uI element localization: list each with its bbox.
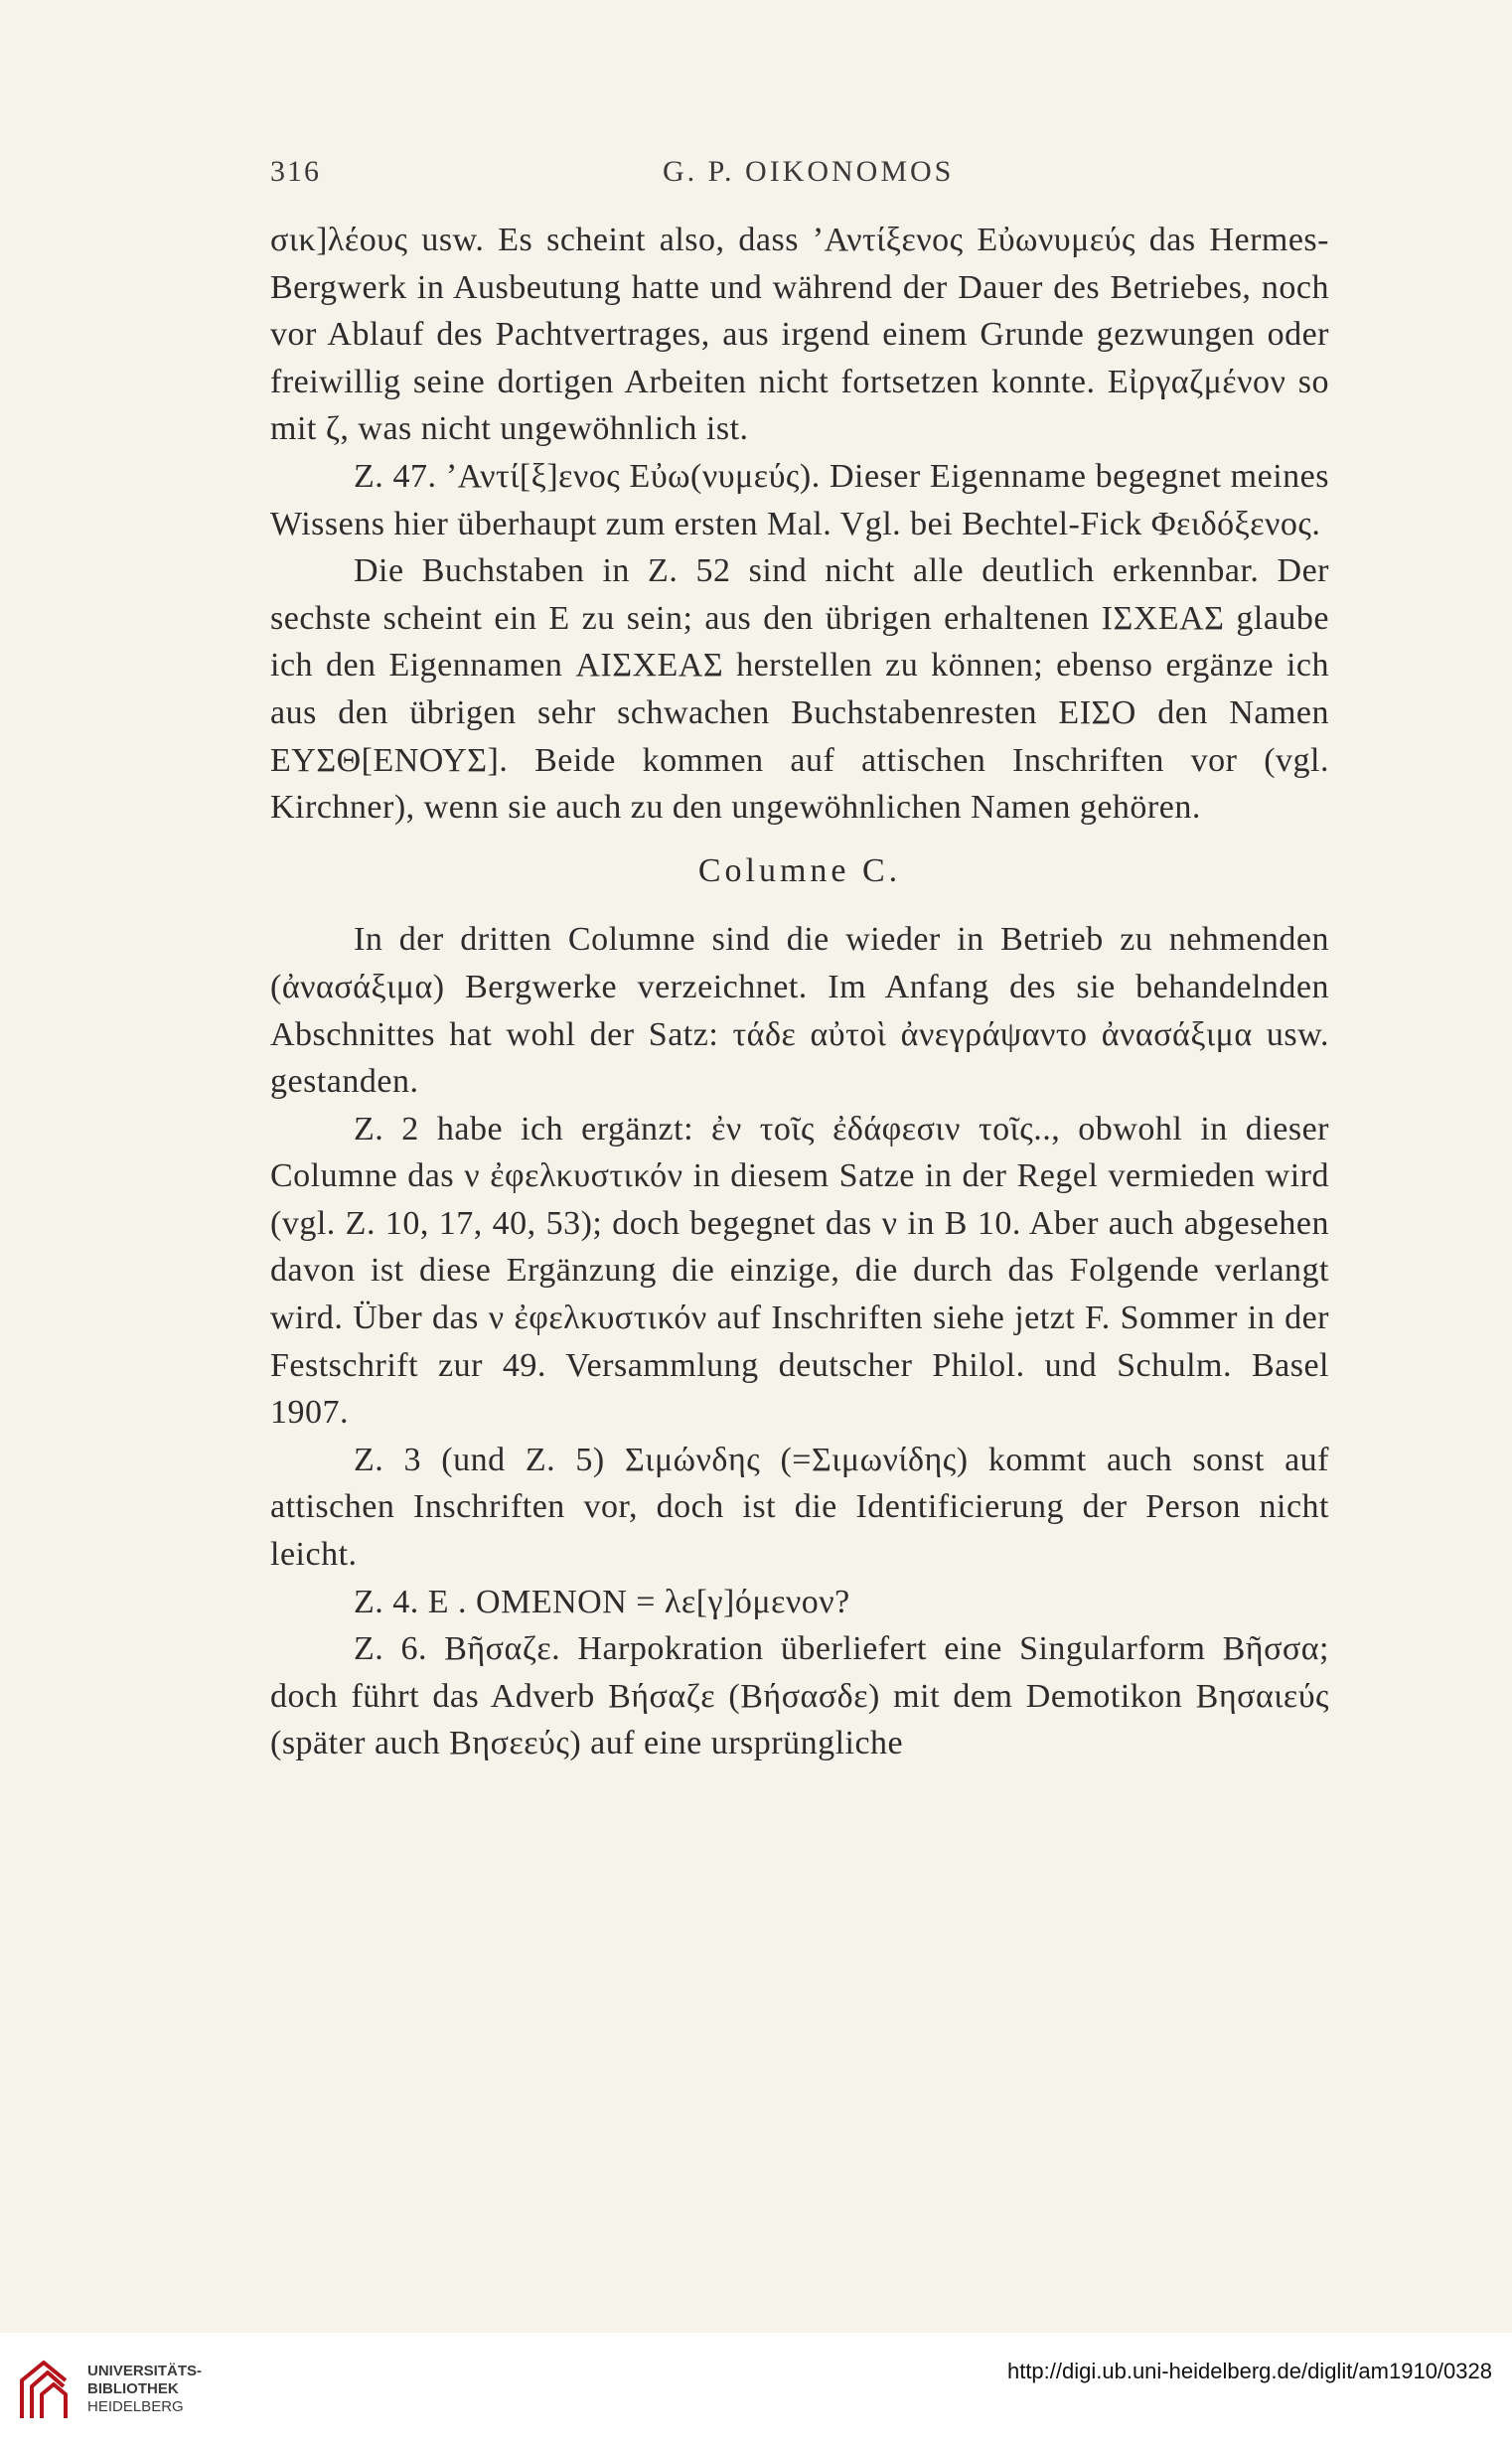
page-header <box>270 149 1343 199</box>
running-head: G. P. OIKONOMOS <box>663 155 955 188</box>
paragraph-c4: Z. 4. Ε . ΟΜΕΝΟΝ = λε[γ]όμενον? <box>354 1583 850 1620</box>
paragraph-c2: Z. 2 habe ich ergänzt: ἐν τοῖς ἐδάφεσιν τοῖς.., obwohl in dieser Columne das ν ἐφελκυστικόν in diesem Satze in der Regel vermieden wird (vgl. Z. 10, 17, 40, 53); doch begegnet das ν in B 10. Aber auch abgesehen davon ist diese Ergänzung die einzige, die durch das Folgende verlangt wird. Über das ν ἐφελκυστικόν auf Inschriften siehe jetzt F. Sommer in der Festschrift zur 49. Versammlung deutscher Philol. und Schulm. Basel 1907. <box>270 1110 1329 1432</box>
viewer-footer <box>0 2333 1512 2446</box>
permalink-url[interactable]: http://digi.ub.uni-heidelberg.de/diglit/am1910/0328 <box>1006 2359 1492 2383</box>
paragraph-1: σικ]λέους usw. Es scheint also, dass ʼΑντίξενος Εὐωνυμεύς das Hermes-Bergwerk in Ausbeutung hatte und während der Dauer des Betriebes, noch vor Ablauf des Pachtvertrages, aus irgend einem Grunde gezwungen oder freiwillig seine dortigen Arbeiten nicht fortsetzen konnte. Εἰργαζμένον so mit ζ, was nicht ungewöhnlich ist. <box>270 222 1329 448</box>
page-number: 316 <box>270 155 321 188</box>
paragraph-2: Z. 47. ʼΑντί[ξ]ενος Εὐω(νυμεύς). Dieser Eigenname begegnet meines Wissens hier überhaupt zum ersten Mal. Vgl. bei Bechtel-Fick Φειδόξενος. <box>270 457 1329 542</box>
ub-heidelberg-logo-icon[interactable] <box>14 2353 77 2426</box>
library-name <box>87 2363 202 2416</box>
paragraph-3: Die Buchstaben in Z. 52 sind nicht alle deutlich erkennbar. Der sechste scheint ein Ε zu sein; aus den übrigen erhaltenen ΙΣΧΕΑΣ glaube ich den Eigennamen ΑΙΣΧΕΑΣ herstellen zu können; ebenso ergänze ich aus den übrigen sehr schwachen Buchstabenresten ΕΙΣΟ den Namen ΕΥΣΘ[ΕΝΟΥΣ]. Beide kommen auf attischen Inschriften vor (vgl. Kirchner), wenn sie auch zu den ungewöhnlichen Namen gehören. <box>270 552 1329 827</box>
library-line-1: UNIVERSITÄTS- <box>87 2363 203 2379</box>
library-line-3: HEIDELBERG <box>87 2398 184 2415</box>
section-heading: Columne C. <box>697 851 902 889</box>
paragraph-c1: In der dritten Columne sind die wieder in Betrieb zu nehmenden (ἀνασάξιμα) Bergwerke verzeichnet. Im Anfang des sie behandelnden Abschnittes hat wohl der Satz: τάδε αὐτοὶ ἀνεγράψαντο ἀνασάξιμα usw. gestanden. <box>270 921 1329 1101</box>
body-text <box>270 217 1329 1767</box>
paragraph-c3: Z. 3 (und Z. 5) Σιμώνδης (=Σιμωνίδης) kommt auch sonst auf attischen Inschriften vor, doch ist die Identificierung der Person nicht leicht. <box>270 1441 1329 1574</box>
paragraph-c5: Z. 6. Βῆσαζε. Harpokration überliefert eine Singularform Βῆσσα; doch führt das Adverb Βήσαζε (Βήσασδε) mit dem Demotikon Βησαιεύς (später auch Βησεεύς) auf eine ursprüngliche <box>270 1630 1329 1762</box>
library-line-2: BIBLIOTHEK <box>87 2380 179 2397</box>
